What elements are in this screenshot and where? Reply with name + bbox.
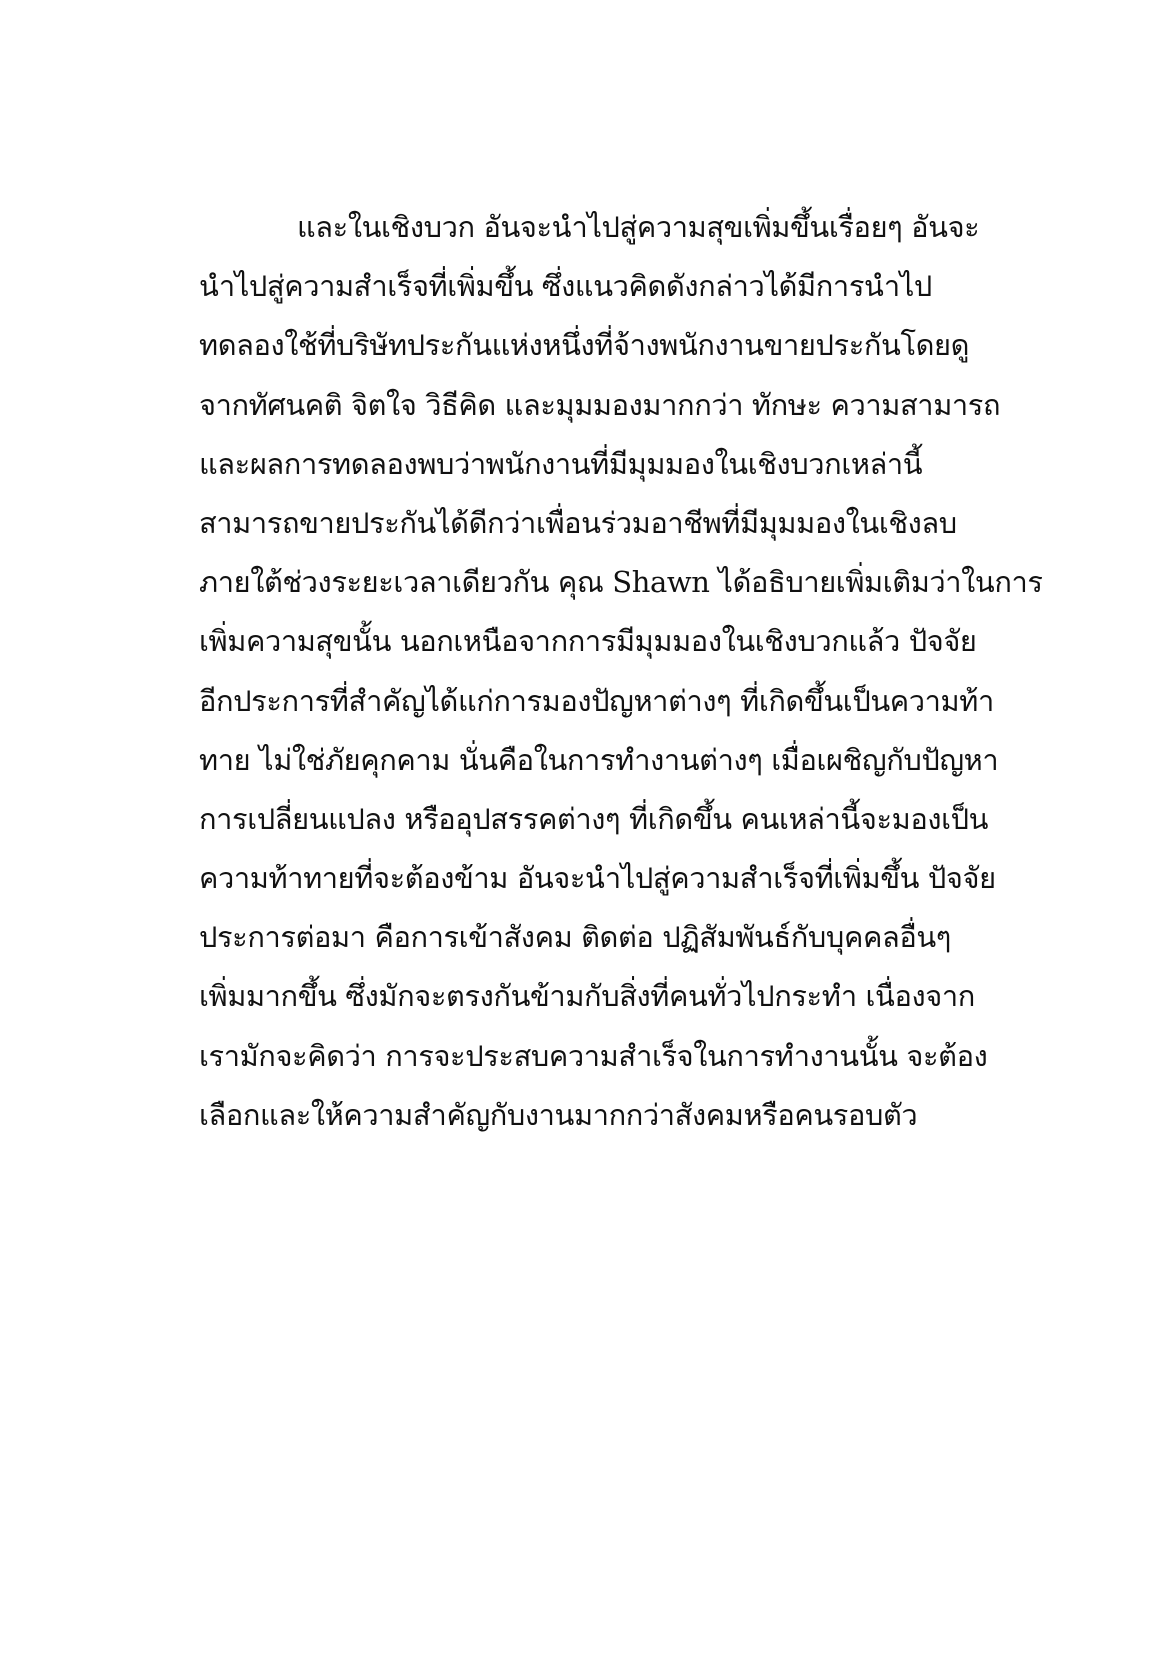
text-line: ความท้าทายที่จะต้องข้าม อันจะนำไปสู่ความสำเร็จที่เพิ่มขึ้น ปัจจัย: [199, 861, 996, 896]
text-line: และผลการทดลองพบว่าพนักงานที่มีมุมมองในเชิงบวกเหล่านี้: [199, 446, 923, 481]
text-line: เรามักจะคิดว่า การจะประสบความสำเร็จในการทำงานนั้น จะต้อง: [199, 1038, 988, 1073]
text-line: ทดลองใช้ที่บริษัทประกันแห่งหนึ่งที่จ้างพนักงานขายประกันโดยดู: [199, 328, 970, 363]
text-line: จากทัศนคติ จิตใจ วิธีคิด และมุมมองมากกว่า ทักษะ ความสามารถ: [199, 387, 1001, 422]
text-line: เพิ่มความสุขนั้น นอกเหนือจากการมีมุมมองในเชิงบวกแล้ว ปัจจัย: [199, 624, 977, 659]
text-line: ประการต่อมา คือการเข้าสังคม ติดต่อ ปฏิสัมพันธ์กับบุคคลอื่นๆ: [199, 920, 951, 955]
text-line: นำไปสู่ความสำเร็จที่เพิ่มขึ้น ซึ่งแนวคิดดังกล่าวได้มีการนำไป: [199, 269, 932, 304]
text-line: การเปลี่ยนแปลง หรืออุปสรรคต่างๆ ที่เกิดขึ้น คนเหล่านี้จะมองเป็น: [199, 801, 989, 836]
text-line: เลือกและให้ความสำคัญกับงานมากกว่าสังคมหรือคนรอบตัว: [199, 1097, 918, 1132]
text-line: อีกประการที่สำคัญได้แก่การมองปัญหาต่างๆ ที่เกิดขึ้นเป็นความท้า: [199, 683, 994, 718]
text-line: และในเชิงบวก อันจะนำไปสู่ความสุขเพิ่มขึ้นเรื่อยๆ อันจะ: [297, 210, 980, 244]
text-line: สามารถขายประกันได้ดีกว่าเพื่อนร่วมอาชีพที่มีมุมมองในเชิงลบ: [199, 505, 957, 540]
body-paragraph: [199, 198, 1043, 1145]
text-line: ภายใต้ช่วงระยะเวลาเดียวกัน คุณ Shawn ได้อธิบายเพิ่มเติมว่าในการ: [199, 565, 1043, 600]
text-line: ทาย ไม่ใช่ภัยคุกคาม นั่นคือในการทำงานต่างๆ เมื่อเผชิญกับปัญหา: [199, 742, 999, 777]
text-line: เพิ่มมากขึ้น ซึ่งมักจะตรงกันข้ามกับสิ่งที่คนทั่วไปกระทำ เนื่องจาก: [199, 979, 975, 1014]
